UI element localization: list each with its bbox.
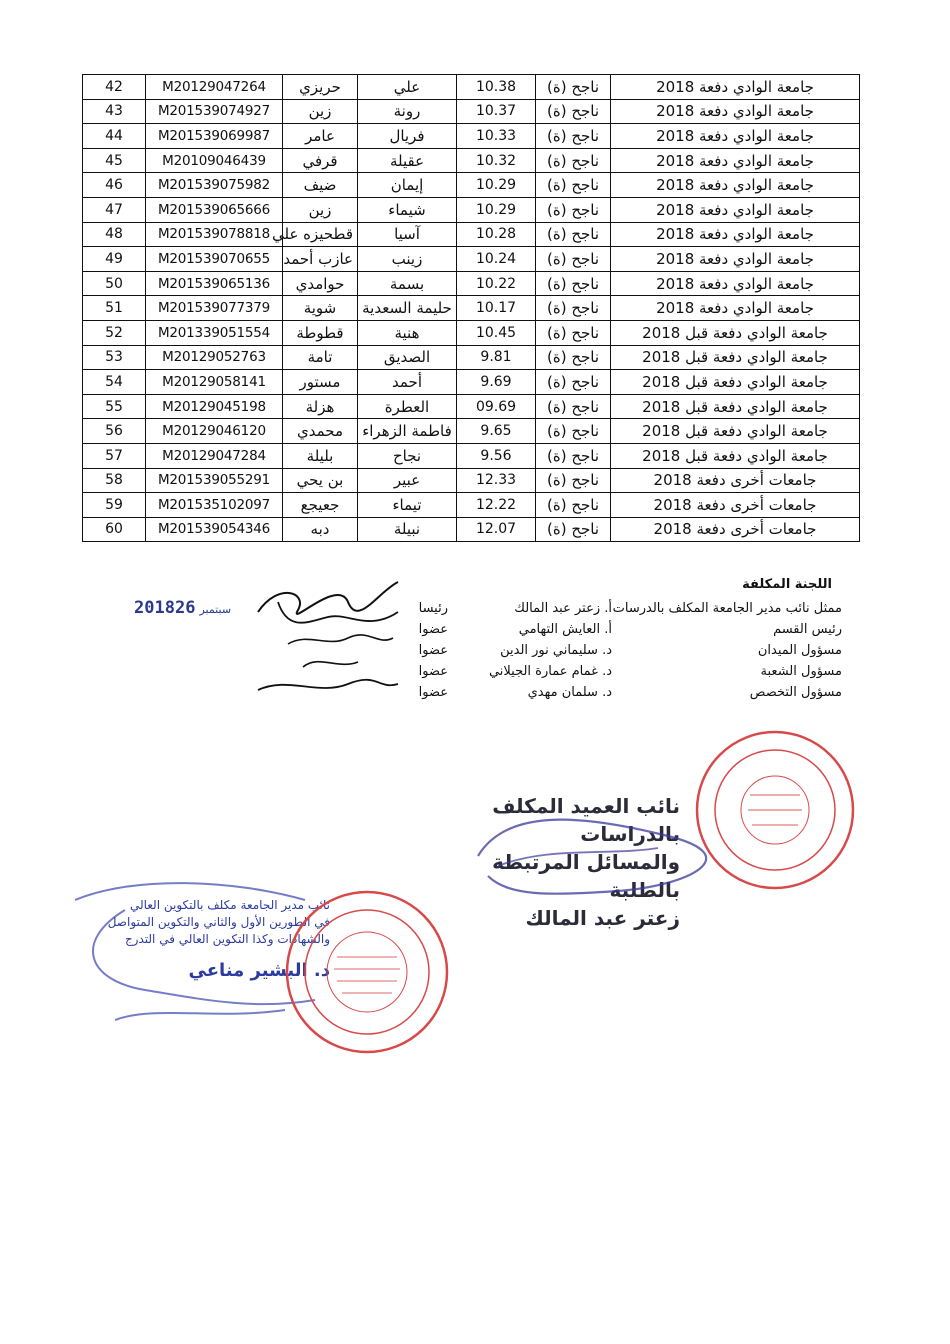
row-status: ناجح (ة) [536, 394, 611, 419]
row-registration-number: M20109046439 [146, 148, 283, 173]
row-last-name: دبه [283, 517, 358, 542]
row-last-name: قطحيزه علي [283, 222, 358, 247]
date-month: سبتمبر [199, 603, 232, 616]
dean-stamp-name: زعتر عبد المالك [525, 906, 680, 930]
row-last-name: مستور [283, 370, 358, 395]
committee-member-name: د. سليماني نور الدين [500, 643, 612, 658]
row-last-name: ضيف [283, 173, 358, 198]
row-last-name: جعيجع [283, 493, 358, 518]
row-last-name: قطوطة [283, 320, 358, 345]
row-first-name: تيماء [358, 493, 457, 518]
table-row [83, 320, 860, 345]
row-status: ناجح (ة) [536, 419, 611, 444]
row-number: 52 [83, 320, 146, 345]
row-average: 10.33 [457, 124, 536, 149]
row-number: 59 [83, 493, 146, 518]
row-registration-number: M20129047264 [146, 75, 283, 100]
date-stamp [134, 598, 235, 618]
row-status: ناجح (ة) [536, 222, 611, 247]
row-first-name: عبير [358, 468, 457, 493]
row-registration-number: M201539078818 [146, 222, 283, 247]
table-row [83, 197, 860, 222]
date-day: 26 [174, 598, 196, 618]
date-year: 2018 [134, 598, 175, 618]
row-origin: جامعة الوادي دفعة 2018 [611, 124, 860, 149]
row-status: ناجح (ة) [536, 370, 611, 395]
table-row [83, 370, 860, 395]
row-origin: جامعة الوادي دفعة 2018 [611, 148, 860, 173]
row-average: 10.32 [457, 148, 536, 173]
row-first-name: فريال [358, 124, 457, 149]
row-origin: جامعة الوادي دفعة قبل 2018 [611, 345, 860, 370]
committee-member-name: د. غمام عمارة الجيلاني [488, 664, 612, 679]
committee-member-status: عضوا [418, 664, 448, 679]
row-first-name: نجاح [358, 443, 457, 468]
row-status: ناجح (ة) [536, 271, 611, 296]
row-status: ناجح (ة) [536, 468, 611, 493]
row-average: 10.38 [457, 75, 536, 100]
row-registration-number: M201339051554 [146, 320, 283, 345]
committee-title: اللجنة المكلفة [742, 577, 832, 592]
row-origin: جامعات أخرى دفعة 2018 [611, 493, 860, 518]
row-last-name: عازب أحمد [283, 247, 358, 272]
row-average: 12.22 [457, 493, 536, 518]
row-registration-number: M201539070655 [146, 247, 283, 272]
committee-member-status: عضوا [418, 685, 448, 700]
row-first-name: هنية [358, 320, 457, 345]
table-row [83, 468, 860, 493]
row-first-name: شيماء [358, 197, 457, 222]
committee-member-status: رئيسا [418, 601, 448, 616]
table-row [83, 443, 860, 468]
table-row [83, 75, 860, 100]
committee-role: مسؤول الشعبة [760, 664, 842, 679]
row-status: ناجح (ة) [536, 320, 611, 345]
row-origin: جامعة الوادي دفعة قبل 2018 [611, 320, 860, 345]
row-first-name: حليمة السعدية [358, 296, 457, 321]
row-number: 45 [83, 148, 146, 173]
row-status: ناجح (ة) [536, 443, 611, 468]
vp-stamp-line1: نائب مدير الجامعة مكلف بالتكوين العالي [129, 898, 330, 912]
table-row [83, 345, 860, 370]
row-first-name: العطرة [358, 394, 457, 419]
committee-role: مسؤول الميدان [757, 643, 842, 658]
row-first-name: نبيلة [358, 517, 457, 542]
row-first-name: فاطمة الزهراء [358, 419, 457, 444]
row-first-name: رونة [358, 99, 457, 124]
row-average: 12.33 [457, 468, 536, 493]
committee-names [472, 598, 612, 703]
row-number: 57 [83, 443, 146, 468]
row-status: ناجح (ة) [536, 173, 611, 198]
row-status: ناجح (ة) [536, 197, 611, 222]
row-origin: جامعة الوادي دفعة قبل 2018 [611, 419, 860, 444]
row-origin: جامعة الوادي دفعة 2018 [611, 173, 860, 198]
row-status: ناجح (ة) [536, 148, 611, 173]
row-number: 53 [83, 345, 146, 370]
dean-stamp-line1: نائب العميد المكلف بالدراسات [492, 794, 680, 846]
row-status: ناجح (ة) [536, 345, 611, 370]
row-status: ناجح (ة) [536, 124, 611, 149]
dean-signature [468, 796, 698, 906]
row-origin: جامعات أخرى دفعة 2018 [611, 468, 860, 493]
row-number: 51 [83, 296, 146, 321]
row-average: 10.45 [457, 320, 536, 345]
committee-member-status: عضوا [418, 643, 448, 658]
row-origin: جامعة الوادي دفعة 2018 [611, 271, 860, 296]
row-origin: جامعة الوادي دفعة قبل 2018 [611, 443, 860, 468]
row-registration-number: M20129052763 [146, 345, 283, 370]
row-average: 9.65 [457, 419, 536, 444]
vp-stamp-line3: والشهادات وكذا التكوين العالي في التدرج [124, 932, 330, 946]
table-row [83, 247, 860, 272]
table-row [83, 419, 860, 444]
row-registration-number: M201539074927 [146, 99, 283, 124]
table-row [83, 99, 860, 124]
row-last-name: عامر [283, 124, 358, 149]
row-registration-number: M20129045198 [146, 394, 283, 419]
row-origin: جامعة الوادي دفعة 2018 [611, 296, 860, 321]
row-number: 56 [83, 419, 146, 444]
table-row [83, 124, 860, 149]
row-status: ناجح (ة) [536, 296, 611, 321]
table-row [83, 148, 860, 173]
row-average: 9.56 [457, 443, 536, 468]
row-registration-number: M20129047284 [146, 443, 283, 468]
row-origin: جامعة الوادي دفعة 2018 [611, 75, 860, 100]
row-last-name: محمدي [283, 419, 358, 444]
row-average: 10.22 [457, 271, 536, 296]
row-registration-number: M20129046120 [146, 419, 283, 444]
row-first-name: علي [358, 75, 457, 100]
row-origin: جامعة الوادي دفعة قبل 2018 [611, 370, 860, 395]
row-last-name: زين [283, 99, 358, 124]
table-row [83, 173, 860, 198]
row-average: 12.07 [457, 517, 536, 542]
row-origin: جامعة الوادي دفعة 2018 [611, 247, 860, 272]
row-registration-number: M201539065666 [146, 197, 283, 222]
committee-roles [612, 598, 842, 703]
row-last-name: بن يحي [283, 468, 358, 493]
table-row [83, 394, 860, 419]
row-last-name: حوامدي [283, 271, 358, 296]
row-number: 43 [83, 99, 146, 124]
row-origin: جامعات أخرى دفعة 2018 [611, 517, 860, 542]
results-body [83, 75, 860, 542]
row-last-name: تامة [283, 345, 358, 370]
table-row [83, 493, 860, 518]
row-average: 10.24 [457, 247, 536, 272]
row-number: 42 [83, 75, 146, 100]
row-average: 9.69 [457, 370, 536, 395]
row-number: 47 [83, 197, 146, 222]
row-origin: جامعة الوادي دفعة قبل 2018 [611, 394, 860, 419]
row-average: 10.29 [457, 197, 536, 222]
row-status: ناجح (ة) [536, 517, 611, 542]
row-first-name: الصديق [358, 345, 457, 370]
row-number: 58 [83, 468, 146, 493]
row-registration-number: M201539065136 [146, 271, 283, 296]
table-row [83, 271, 860, 296]
row-number: 55 [83, 394, 146, 419]
row-number: 54 [83, 370, 146, 395]
row-number: 44 [83, 124, 146, 149]
table-row [83, 517, 860, 542]
vp-stamp-line2: في الطورين الأول والثاني والتكوين المتواصل [107, 915, 330, 929]
row-first-name: عقيلة [358, 148, 457, 173]
row-status: ناجح (ة) [536, 75, 611, 100]
results-table [82, 74, 860, 542]
table-row [83, 296, 860, 321]
row-number: 49 [83, 247, 146, 272]
committee-member-name: أ. زعتر عبد المالك [514, 601, 612, 616]
row-first-name: آسيا [358, 222, 457, 247]
row-last-name: زين [283, 197, 358, 222]
row-origin: جامعة الوادي دفعة 2018 [611, 99, 860, 124]
committee-member-name: أ. العايش التهامي [518, 622, 612, 637]
row-number: 50 [83, 271, 146, 296]
row-registration-number: M201539075982 [146, 173, 283, 198]
row-average: 9.81 [457, 345, 536, 370]
row-first-name: أحمد [358, 370, 457, 395]
row-first-name: زينب [358, 247, 457, 272]
row-origin: جامعة الوادي دفعة 2018 [611, 222, 860, 247]
row-status: ناجح (ة) [536, 247, 611, 272]
row-registration-number: M201539055291 [146, 468, 283, 493]
row-last-name: حريزي [283, 75, 358, 100]
row-first-name: إيمان [358, 173, 457, 198]
row-origin: جامعة الوادي دفعة 2018 [611, 197, 860, 222]
row-number: 48 [83, 222, 146, 247]
row-number: 60 [83, 517, 146, 542]
row-last-name: بليلة [283, 443, 358, 468]
row-registration-number: M201539069987 [146, 124, 283, 149]
row-average: 10.37 [457, 99, 536, 124]
committee-signatures [248, 572, 408, 702]
table-row [83, 222, 860, 247]
row-first-name: بسمة [358, 271, 457, 296]
row-status: ناجح (ة) [536, 99, 611, 124]
row-status: ناجح (ة) [536, 493, 611, 518]
row-registration-number: M201539054346 [146, 517, 283, 542]
committee-role: ممثل نائب مدير الجامعة المكلف بالدرسات [612, 601, 842, 616]
row-average: 10.29 [457, 173, 536, 198]
dean-stamp-line2: والمسائل المرتبطة بالطلبة [492, 850, 680, 902]
committee-member-name: د. سلمان مهدي [527, 685, 612, 700]
row-number: 46 [83, 173, 146, 198]
row-average: 10.28 [457, 222, 536, 247]
faculty-seal [690, 725, 860, 895]
row-last-name: شوية [283, 296, 358, 321]
committee-role: مسؤول التخصص [749, 685, 842, 700]
committee-member-status: عضوا [418, 622, 448, 637]
row-last-name: هزلة [283, 394, 358, 419]
vp-stamp-name: د. البشير مناعي [188, 960, 330, 981]
row-average: 10.17 [457, 296, 536, 321]
row-last-name: قرفي [283, 148, 358, 173]
row-registration-number: M201539077379 [146, 296, 283, 321]
row-average: 09.69 [457, 394, 536, 419]
row-registration-number: M20129058141 [146, 370, 283, 395]
university-seal [282, 887, 452, 1057]
committee-role: رئيس القسم [773, 622, 842, 637]
row-registration-number: M201535102097 [146, 493, 283, 518]
